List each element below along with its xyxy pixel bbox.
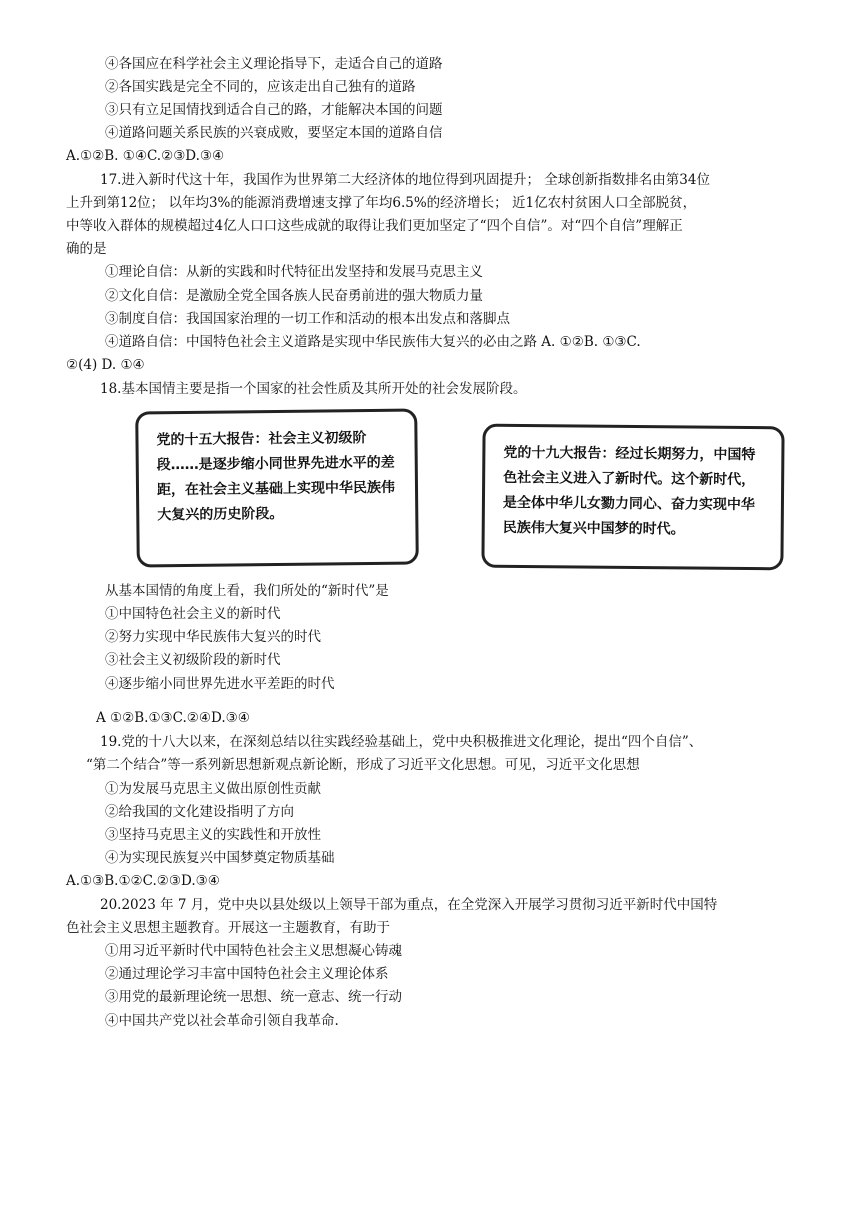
q17-stem-line-2: 上升到第12位； 以年均3%的能源消费增速支撑了年均6.5%的经济增长； 近1亿农村贫困人口全部脱贫， [66,195,697,211]
q20-stem-line-1: 20.2023 年 7 月，党中央以县处级以上领导干部为重点，在全党深入开展学习贯彻习近平新时代中国特 [100,897,718,913]
card-15th-congress-report [135,409,419,568]
q17-option-1: ①理论自信：从新的实践和时代特征出发坚持和发展马克思主义 [105,264,483,280]
q18-option-4: ④逐步缩小同世界先进水平差距的时代 [105,676,335,692]
q20-option-4: ④中国共产党以社会革命引领自我革命. [105,1013,339,1029]
q18-option-1: ①中国特色社会主义的新时代 [105,606,281,622]
q19-option-3: ③坚持马克思主义的实践性和开放性 [105,827,321,843]
q16-option-4b: ④道路问题关系民族的兴衰成败，要坚定本国的道路自信 [105,125,443,141]
q17-option-2: ②文化自信：是激励全党全国各族人民奋勇前进的强大物质力量 [105,288,483,304]
card-15th-congress-text: 党的十五大报告：社会主义初级阶段……是逐步缩小同世界先进水平的差距，在社会主义基础上实现中华民族伟大复兴的历史阶段。 [156,430,396,524]
q20-stem-line-2: 色社会主义思想主题教育。开展这一主题教育，有助于 [66,920,390,936]
q20-option-1: ①用习近平新时代中国特色社会主义思想凝心铸魂 [105,943,402,959]
q18-question: 从基本国情的角度上看，我们所处的“新时代”是 [105,583,389,599]
q19-option-2: ②给我国的文化建设指明了方向 [105,804,294,820]
q19-answer-choices: A.①③B.①②C.②③D.③④ [66,873,220,889]
q17-answer-choices-tail: ②(4) D. ①④ [66,357,145,373]
q17-stem-line-4: 确的是 [66,241,107,257]
q19-stem-line-1: 19.党的十八大以来，在深刻总结以往实践经验基础上，党中央积极推进文化理论，提出“四个自信”、 [100,734,703,750]
q17-stem-line-3: 中等收入群体的规模超过4亿人口口这些成就的取得让我们更加坚定了“四个自信”。对“四个自信”理解正 [66,218,683,234]
q19-option-4: ④为实现民族复兴中国梦奠定物质基础 [105,850,335,866]
q16-option-2: ②各国实践是完全不同的，应该走出自己独有的道路 [105,79,416,95]
card-19th-congress-report [481,424,784,571]
q18-option-2: ②努力实现中华民族伟大复兴的时代 [105,629,321,645]
q19-stem-line-2: “第二个结合”等一系列新思想新观点新论断，形成了习近平文化思想。可见，习近平文化思想 [86,757,640,773]
q20-option-3: ③用党的最新理论统一思想、统一意志、统一行动 [105,989,402,1005]
q18-option-3: ③社会主义初级阶段的新时代 [105,652,281,668]
q16-option-4a: ④各国应在科学社会主义理论指导下，走适合自己的道路 [105,56,443,72]
q16-answer-choices: A.①②B. ①④C.②③D.③④ [66,148,225,164]
q18-answer-choices: A ①②B.①③C.②④D.③④ [96,710,250,726]
q18-stem: 18.基本国情主要是指一个国家的社会性质及其所开处的社会发展阶段。 [100,381,527,397]
q16-option-3: ③只有立足国情找到适合自己的路，才能解决本国的问题 [105,102,443,118]
q17-option-4: ④道路自信：中国特色社会主义道路是实现中华民族伟大复兴的必由之路 A. ①②B. ①③C. [105,334,641,350]
card-19th-congress-text: 党的十九大报告：经过长期努力，中国特色社会主义进入了新时代。这个新时代，是全体中华儿女勠力同心、奋力实现中华民族伟大复兴中国梦的时代。 [502,444,756,538]
q17-option-3: ③制度自信：我国国家治理的一切工作和活动的根本出发点和落脚点 [105,311,510,327]
q20-option-2: ②通过理论学习丰富中国特色社会主义理论体系 [105,966,389,982]
q19-option-1: ①为发展马克思主义做出原创性贡献 [105,781,321,797]
q17-stem-line-1: 17.进入新时代这十年，我国作为世界第二大经济体的地位得到巩固提升； 全球创新指数排名由第34位 [100,172,710,188]
